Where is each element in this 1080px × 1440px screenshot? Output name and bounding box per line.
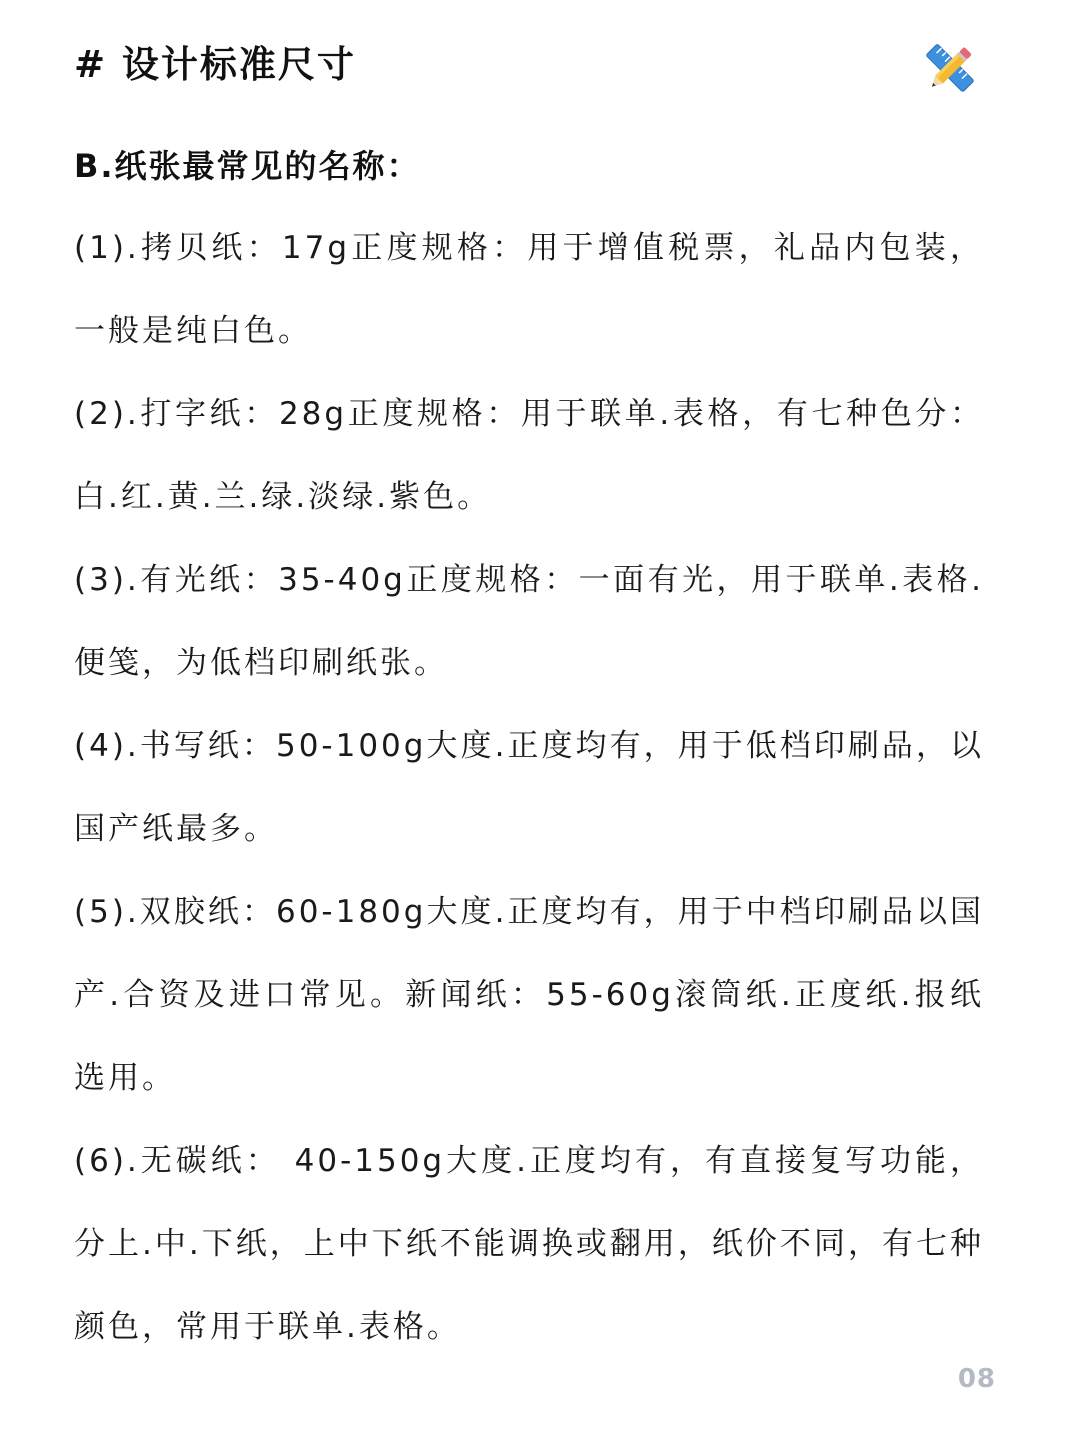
list-item: (6).无碳纸： 40-150g大度.正度均有，有直接复写功能，分上.中.下纸，上中下纸不能调换或翻用，纸价不同，有七种颜色，常用于联单.表格。 [74, 1143, 984, 1345]
section-heading: B.纸张最常见的名称： [74, 147, 421, 185]
list-item: (5).双胶纸：60-180g大度.正度均有，用于中档印刷品以国产.合资及进口常见。新闻纸：55-60g滚筒纸.正度纸.报纸选用。 [74, 894, 984, 1096]
paper-types-list [74, 207, 984, 1369]
list-item: (1).拷贝纸：17g正度规格：用于增值税票，礼品内包装，一般是纯白色。 [74, 230, 984, 349]
list-item: (3).有光纸：35-40g正度规格：一面有光，用于联单.表格.便笺，为低档印刷纸张。 [74, 562, 984, 681]
pencil-ruler-icon [918, 38, 982, 98]
list-item: (2).打字纸：28g正度规格：用于联单.表格，有七种色分：白.红.黄.兰.绿.淡绿.紫色。 [74, 396, 984, 515]
page-number: 08 [957, 1364, 996, 1394]
page-title: # 设计标准尺寸 [74, 43, 356, 86]
list-item: (4).书写纸：50-100g大度.正度均有，用于低档印刷品，以国产纸最多。 [74, 728, 984, 847]
